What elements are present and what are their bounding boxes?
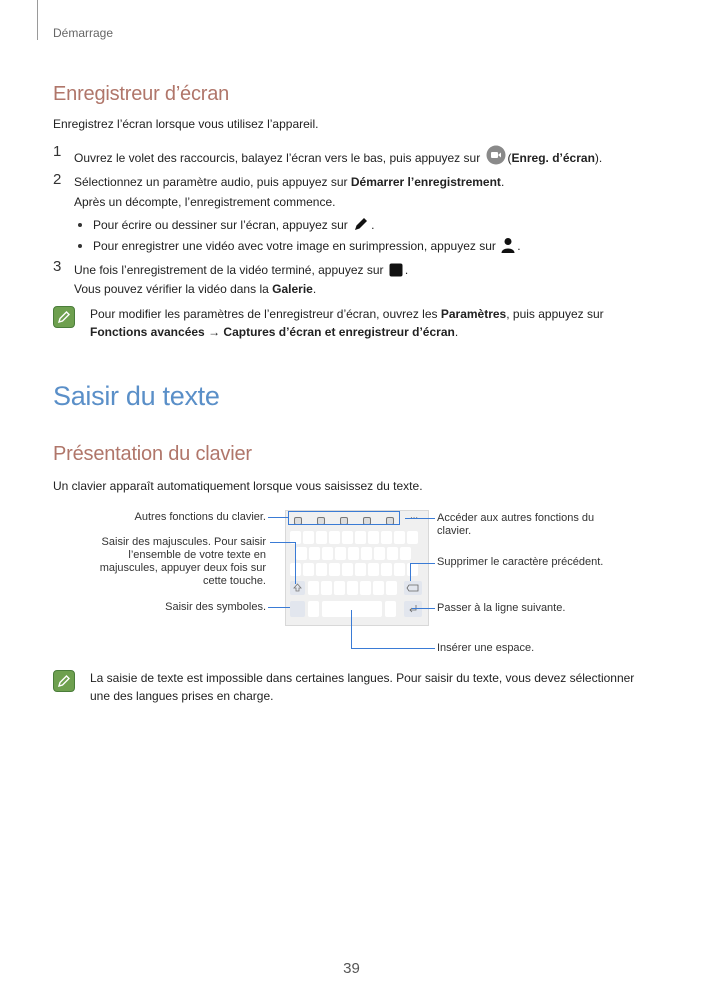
callout-line [288,511,399,512]
callout-line [288,511,289,524]
enreg-label: Enreg. d’écran [511,151,595,165]
note-icon [53,670,75,692]
callout-line-text: cette touche. [203,575,266,587]
key [321,581,332,595]
header-rule [37,0,38,40]
note-text: , puis appuyez sur [506,307,604,321]
note-2-line2: une des langues prises en charge. [90,689,274,703]
callout-symbols: Saisir des symboles. [165,601,266,613]
key [387,547,398,560]
person-icon [501,237,515,258]
step-text: Une fois l’enregistrement de la vidéo terminé, appuyez sur [74,263,384,277]
section-header: Démarrage [53,26,114,40]
step-3-line2 [74,280,316,298]
callout-line [288,524,399,525]
bullet-text: Pour écrire ou dessiner sur l’écran, appuyez sur [93,218,348,232]
arrow: → [208,325,221,339]
step-text: Ouvrez le volet des raccourcis, balayez l’écran vers le bas, puis appuyez sur [74,151,481,165]
callout-line-text: majuscules, appuyer deux fois sur [99,562,266,574]
callout-access-functions [437,512,637,538]
note-1-line2 [90,323,458,341]
step-2-text [74,173,504,191]
key [322,547,333,560]
section-title: Présentation du clavier [53,443,252,465]
enter-key [404,601,422,617]
step-text: Sélectionnez un paramètre audio, puis appuyez sur [74,175,348,189]
key [342,563,353,576]
callout-line [410,563,411,581]
key [381,531,392,544]
key [381,563,392,576]
shift-key [290,581,305,595]
key [329,563,340,576]
key [355,563,366,576]
key [394,563,405,576]
note-post: . [454,325,459,339]
key [308,581,319,595]
note-2-line1: La saisie de texte est impossible dans certaines langues. Pour saisir du texte, vous devez sélectionner [90,671,635,685]
advanced-features-label: Fonctions avancées [90,325,205,339]
callout-line [410,563,435,564]
callout-line [270,542,295,543]
key [394,531,405,544]
key [368,563,379,576]
screenshots-recorder-label: Captures d’écran et enregistreur d’écran [223,325,455,339]
key [334,581,345,595]
step-post: . [312,282,317,296]
gallery-label: Galerie [272,282,313,296]
key [386,581,397,595]
step-number: 2 [53,171,62,188]
key [303,531,314,544]
callout-delete: Supprimer le caractère précédent. [437,556,604,568]
chapter-title: Saisir du texte [53,381,220,411]
key [385,601,396,617]
callout-line [399,511,400,525]
stop-icon [389,263,403,282]
callout-line-text: l’ensemble de votre texte en [128,549,266,561]
intro-text: Enregistrez l’écran lorsque vous utilisez l’appareil. [53,117,319,131]
key [316,563,327,576]
key [368,531,379,544]
step-number: 3 [53,258,62,275]
paren-close: ). [594,151,603,165]
step-post: . [404,263,409,277]
key [296,547,307,560]
key [400,547,411,560]
callout-new-line: Passer à la ligne suivante. [437,602,566,614]
start-recording-label: Démarrer l’enregistrement [350,175,501,189]
key [316,531,327,544]
intro-text: Un clavier apparaît automatiquement lorsque vous saisissez du texte. [53,479,423,493]
keyboard-illustration [285,510,429,626]
key [342,531,353,544]
key [407,531,418,544]
page-number: 39 [343,960,360,977]
note-1-line1 [90,305,604,323]
callout-line-text: clavier. [437,525,472,537]
key [361,547,372,560]
step-2-line2: Après un décompte, l’enregistrement commence. [74,195,336,209]
screen-recorder-icon [486,145,506,170]
callout-line-text: Saisir des majuscules. Pour saisir [101,536,266,548]
callout-line [351,648,435,649]
step-text: Vous pouvez vérifier la vidéo dans la [74,282,269,296]
bullet [78,223,82,227]
callout-line [295,542,296,584]
callout-line [268,517,288,518]
callout-line [412,608,435,609]
settings-label: Paramètres [440,307,507,321]
key [360,581,371,595]
bullet-text: Pour enregistrer une vidéo avec votre image en surimpression, appuyez sur [93,239,496,253]
section-title: Enregistreur d’écran [53,83,230,105]
callout-other-functions: Autres fonctions du clavier. [134,511,266,523]
callout-space: Insérer une espace. [437,642,535,654]
pen-icon [353,216,369,237]
bullet [78,244,82,248]
key [303,563,314,576]
bullet-1-text [93,216,374,237]
key [348,547,359,560]
note-text: Pour modifier les paramètres de l’enregistreur d’écran, ouvrez les [90,307,438,321]
key [329,531,340,544]
key [374,547,385,560]
callout-line [351,610,352,648]
callout-line [268,607,290,608]
note-icon [53,306,75,328]
step-number: 1 [53,143,62,160]
key [347,581,358,595]
bullet-post: . [371,218,375,232]
paren-open: ( [507,151,512,165]
callout-uppercase [80,536,266,588]
space-key [322,601,382,617]
key [407,563,418,576]
callout-line [405,518,435,519]
key [355,531,366,544]
step-post: . [500,175,505,189]
key [308,601,319,617]
step-3-text [74,261,408,282]
callout-line-text: Accéder aux autres fonctions du [437,512,595,524]
bullet-post: . [517,239,521,253]
symbols-key [290,601,305,617]
step-1-text [74,145,602,170]
backspace-key [404,581,422,595]
key [309,547,320,560]
key [335,547,346,560]
key [373,581,384,595]
bullet-2-text [93,237,521,258]
